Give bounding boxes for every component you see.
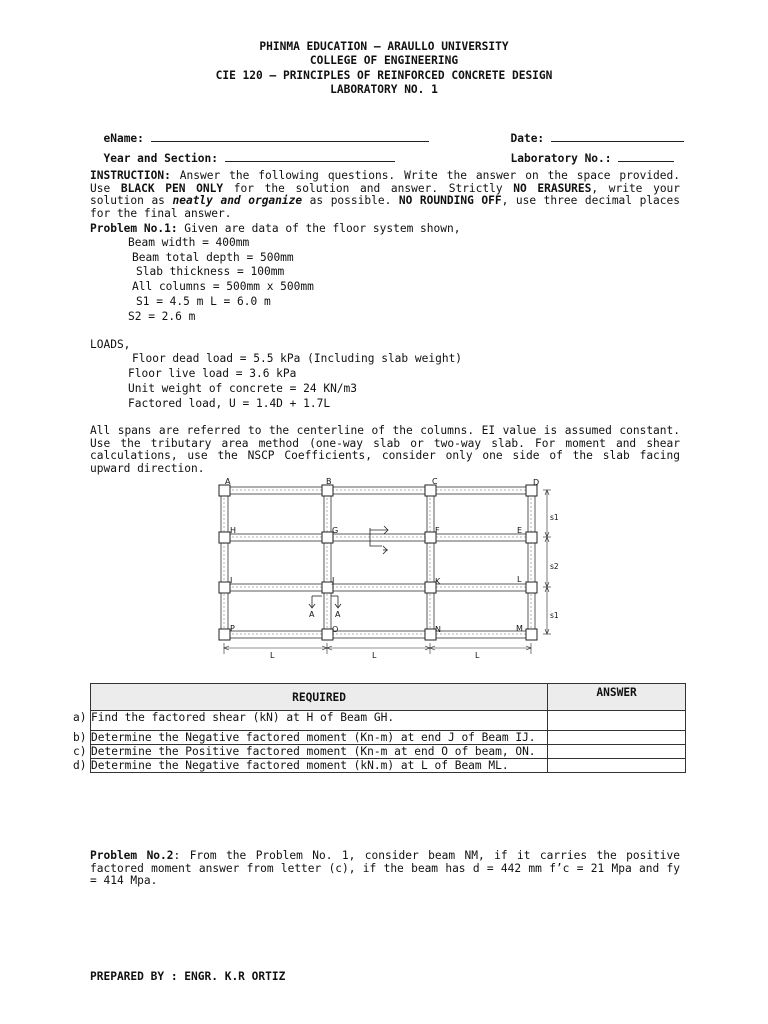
item-letter: c) [73, 745, 87, 758]
node-label-i: I [230, 576, 233, 585]
instruction-emphasis: BLACK PEN ONLY [120, 181, 224, 195]
instruction-text: , write your solution as [90, 181, 681, 208]
table-row [91, 731, 686, 745]
problem1-intro: Given are data of the floor system shown, [177, 222, 461, 235]
node-label-e: E [517, 526, 523, 535]
node-label-m: M [516, 624, 523, 633]
given-item: Slab thickness = 100mm [136, 265, 285, 278]
item-letter: a) [73, 711, 87, 724]
given-item: Beam width = 400mm [128, 236, 250, 249]
prepared-by: PREPARED BY : ENGR. K.R ORTIZ [90, 970, 286, 983]
node-label-g: G [332, 526, 339, 535]
floor-plan-diagram [200, 476, 570, 662]
instruction-text: Answer the following questions. Write the answer on the space provided. Use [90, 169, 680, 195]
answer-cell[interactable] [548, 731, 686, 745]
span-label: s1 [550, 611, 559, 620]
answer-cell[interactable] [548, 711, 686, 731]
node-label-j: J [332, 576, 335, 585]
node-label-a: A [225, 477, 231, 486]
centerlines [224, 490, 532, 636]
document-header [0, 40, 768, 98]
item-letter: d) [73, 759, 87, 772]
span-labels [550, 513, 559, 620]
required-cell [73, 759, 548, 773]
node-label-h: H [230, 526, 237, 535]
dimension-label: L [475, 651, 480, 660]
instruction-emphasis: NO ERASURES [513, 181, 592, 195]
date-label: Date: [510, 132, 545, 145]
loads-label: LOADS, [90, 338, 131, 351]
item-text: Determine the Negative factored moment (Kn-m) at end J of Beam IJ. [91, 731, 536, 744]
lab-title: LABORATORY NO. 1 [330, 83, 438, 97]
item-text: Determine the Positive factored moment (Kn-m at end O of beam, ON. [91, 745, 536, 758]
span-label: s1 [550, 513, 559, 522]
section-label: A [309, 610, 315, 619]
university-name: PHINMA EDUCATION – ARAULLO UNIVERSITY [259, 40, 509, 53]
table-row [91, 759, 686, 773]
horizontal-beams [222, 487, 532, 638]
instruction-label: INSTRUCTION: [90, 169, 171, 182]
vertical-beams [221, 487, 535, 638]
year-section-blank[interactable] [225, 150, 395, 162]
load-item: Floor live load = 3.6 kPa [128, 367, 297, 380]
span-label: s2 [550, 562, 559, 571]
item-letter: b) [73, 731, 87, 744]
required-answer-table [73, 683, 686, 773]
instruction-text: as possible. [302, 194, 399, 208]
node-label-l: L [517, 575, 522, 584]
dimension-label: L [270, 651, 275, 660]
load-item: Floor dead load = 5.5 kPa (Including slab weight) [132, 352, 463, 365]
answer-column-header: ANSWER [548, 684, 686, 711]
college-name: COLLEGE OF ENGINEERING [309, 54, 459, 68]
lab-no-label: Laboratory No.: [510, 152, 612, 165]
node-label-p: P [230, 624, 235, 633]
load-item: Factored load, U = 1.4D + 1.7L [128, 397, 331, 410]
node-label-f: F [435, 526, 440, 535]
node-label-c: C [432, 477, 438, 486]
node-label-d: D [533, 478, 540, 487]
given-item: All columns = 500mm x 500mm [132, 280, 314, 293]
problem1-heading [90, 222, 460, 235]
instruction-paragraph [90, 170, 680, 220]
node-labels [225, 477, 539, 634]
columns [219, 485, 537, 640]
item-text: Determine the Negative factored moment (kN.m) at L of Beam ML. [91, 759, 509, 772]
given-item: S2 = 2.6 m [128, 310, 196, 323]
required-cell [73, 711, 548, 731]
table-row [91, 745, 686, 759]
node-label-o: O [332, 625, 339, 634]
instruction-emphasis: neatly and organize [172, 194, 303, 208]
answer-cell[interactable] [548, 759, 686, 773]
problem1-label: Problem No.1: [90, 222, 178, 235]
table-row [91, 711, 686, 731]
given-item: Beam total depth = 500mm [132, 251, 294, 264]
table-header-row [91, 684, 686, 711]
node-label-k: K [435, 577, 441, 586]
instruction-text: , use three decimal places for the final answer. [90, 194, 680, 220]
lab-no-field[interactable] [497, 137, 674, 165]
span-note: All spans are referred to the centerline of the columns. EI value is assumed constant. Use the tributary area method (one-way slab or two-way slab. For moment and shear calculations, use the NSCP Coefficients, consider only one side of the slab facing upward direction. [90, 424, 680, 475]
dimension-label: L [372, 651, 377, 660]
node-label-b: B [326, 477, 332, 486]
load-item: Unit weight of concrete = 24 KN/m3 [128, 382, 358, 395]
bottom-dimension-labels [270, 651, 480, 660]
year-section-field[interactable] [90, 137, 395, 165]
problem2-text: : From the Problem No. 1, consider beam NM, if it carries the positive factored moment answer from letter (c), if the beam has d = 442 mm f’c = 21 Mpa and fy = 414 Mpa. [90, 849, 681, 888]
name-label: eName: [103, 132, 144, 145]
answer-cell[interactable] [548, 745, 686, 759]
instruction-text: for the solution and answer. Strictly [223, 181, 514, 195]
section-label: A [335, 610, 341, 619]
course-title: CIE 120 – PRINCIPLES OF REINFORCED CONCRETE DESIGN [215, 68, 553, 82]
required-cell [73, 731, 548, 745]
year-section-label: Year and Section: [103, 152, 218, 165]
required-column-header: REQUIRED [91, 684, 548, 711]
given-item: S1 = 4.5 m L = 6.0 m [136, 295, 271, 308]
instruction-emphasis: NO ROUNDING OFF [398, 194, 502, 208]
problem2-paragraph [90, 850, 680, 888]
lab-no-blank[interactable] [618, 150, 674, 162]
item-text: Find the factored shear (kN) at H of Beam GH. [91, 711, 395, 724]
node-label-n: N [435, 625, 441, 634]
problem2-label: Problem No.2 [90, 849, 174, 862]
required-cell [73, 745, 548, 759]
